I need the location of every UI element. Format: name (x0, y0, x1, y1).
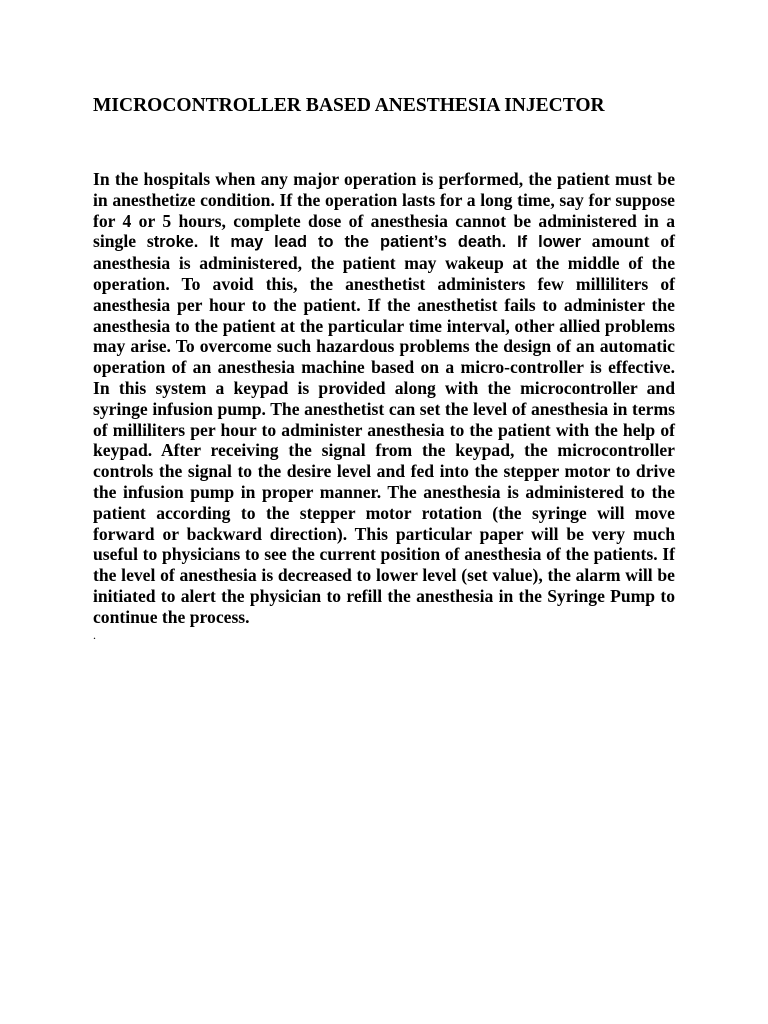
paragraph-text-part-1: In the hospitals when any major operation is performed, the patient must be in anesthetize condition. If the operation lasts for a long time, say for suppose for 4 or 5 hours, complete dose of anesthesia cannot be administered in a single s (93, 169, 675, 252)
paragraph-text-part-2-sans: troke. It may lead to the patient’s death. If lower (153, 233, 581, 252)
paragraph-text-part-3: amount of anesthesia is administered, the patient may wakeup at the middle of the operation. To avoid this, the anesthetist administers few milliliters of anesthesia per hour to the patient. If the anesthetist fails to administer the anesthesia to the patient at the particular time interval, other allied problems may arise. To overcome such hazardous problems the design of an automatic operation of an anesthesia machine based on a micro-controller is effective. In this system a keypad is provided along with the microcontroller and syringe infusion pump. The anesthetist can set the level of anesthesia in terms of milliliters per hour to administer anesthesia to the patient with the help of keypad. After receiving the signal from the keypad, the microcontroller controls the signal to the desire level and fed into the stepper motor to drive the infusion pump in proper manner. The anesthesia is administered to the patient according to the stepper motor rotation (the syringe will move forward or backward direction). This particular paper will be very much useful to physicians to see the current position of anesthesia of the patients. If the level of anesthesia is decreased to lower level (set value), the alarm will be initiated to alert the physician to refill the anesthesia in the Syringe Pump to continue the process. (93, 231, 675, 627)
abstract-paragraph (93, 169, 675, 628)
document-title: MICROCONTROLLER BASED ANESTHESIA INJECTOR (93, 95, 605, 116)
trailing-mark: . (93, 628, 96, 642)
